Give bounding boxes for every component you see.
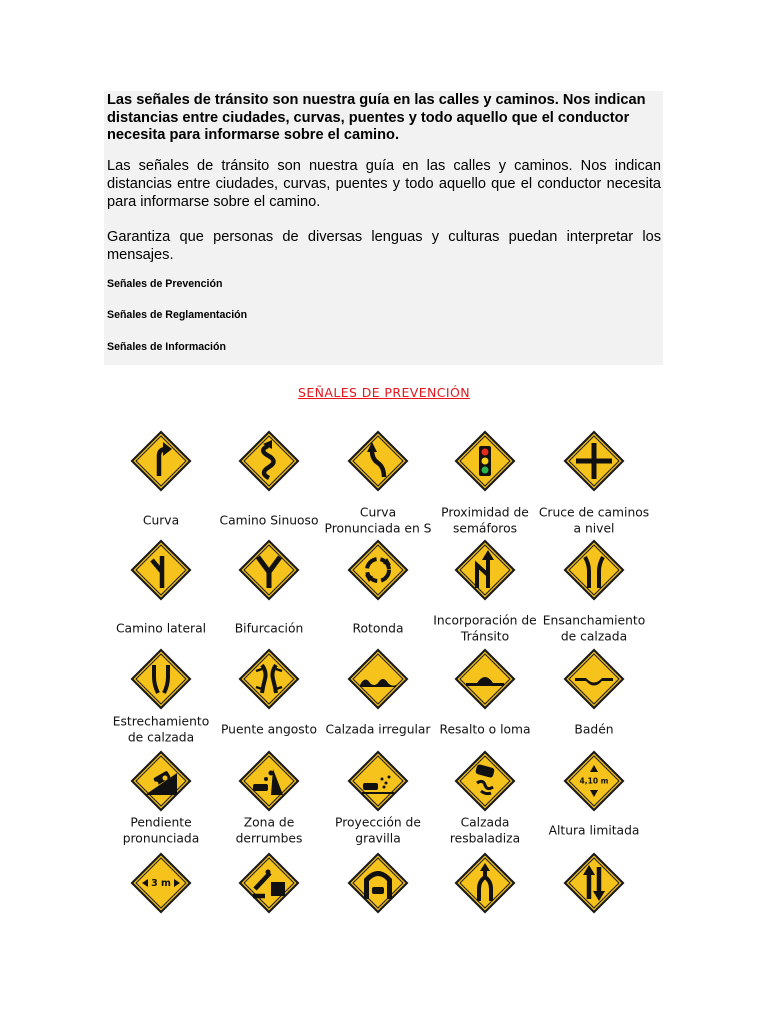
side-road-icon — [129, 538, 193, 602]
sign-caption: Zona de derrumbes — [235, 815, 303, 845]
sign-plate-text: 4,10 m — [579, 776, 609, 786]
sign-caption: Rotonda — [352, 621, 404, 636]
sign-caption: Badén — [574, 722, 614, 737]
link-regulation-signs[interactable]: Señales de Reglamentación — [107, 308, 248, 321]
tunnel-icon — [346, 851, 410, 915]
road-narrows-icon — [129, 647, 193, 711]
slippery-road-icon — [453, 749, 517, 813]
traffic-light-icon — [453, 429, 517, 493]
sign-caption: Estrechamiento de calzada — [112, 714, 210, 744]
winding-road-icon — [237, 429, 301, 493]
sign-caption: Puente angosto — [220, 722, 318, 737]
uneven-road-icon — [346, 647, 410, 711]
sign-caption: Proyección de gravilla — [335, 815, 421, 845]
sign-caption: Calzada resbaladiza — [449, 815, 521, 845]
s-curve-icon — [346, 429, 410, 493]
drawbridge-icon — [237, 851, 301, 915]
sign-caption: Ensanchamiento de calzada — [542, 613, 646, 643]
steep-grade-icon — [129, 749, 193, 813]
speed-bump-icon — [453, 647, 517, 711]
dip-icon — [562, 647, 626, 711]
sign-caption: Curva — [142, 513, 180, 528]
sign-caption: Resalto o loma — [439, 722, 531, 737]
falling-rocks-icon — [237, 749, 301, 813]
narrow-bridge-icon — [237, 647, 301, 711]
fork-road-icon — [237, 538, 301, 602]
lanes-merge-icon — [453, 851, 517, 915]
sign-caption: Curva Pronunciada en S — [324, 505, 432, 535]
sign-plate-text: 3 m — [151, 878, 171, 890]
intro-paragraph: Las señales de tránsito son nuestra guía en las calles y caminos. Nos indican distancias entre ciudades, curvas, puentes y todo aquello que el conductor necesita para informarse sobre el camino. — [107, 157, 661, 210]
link-information-signs[interactable]: Señales de Información — [107, 340, 226, 353]
crossroads-icon — [562, 429, 626, 493]
sign-caption: Pendiente pronunciada — [122, 815, 200, 845]
sign-caption: Cruce de caminos a nivel — [538, 505, 650, 535]
curve-right-icon — [129, 429, 193, 493]
sign-caption: Camino lateral — [115, 621, 207, 636]
width-limit-icon — [129, 851, 193, 915]
sign-caption: Incorporación de Tránsito — [433, 613, 537, 643]
sign-caption: Calzada irregular — [325, 722, 431, 737]
sign-caption: Camino Sinuoso — [219, 513, 319, 528]
sign-caption: Bifurcación — [234, 621, 304, 636]
road-widens-icon — [562, 538, 626, 602]
link-prevention-signs[interactable]: Señales de Prevención — [107, 277, 223, 290]
section-title: SEÑALES DE PREVENCIÓN — [298, 385, 470, 400]
two-way-traffic-icon — [562, 851, 626, 915]
sign-caption: Proximidad de semáforos — [441, 505, 529, 535]
roundabout-icon — [346, 538, 410, 602]
sign-caption: Altura limitada — [548, 823, 640, 838]
intro-box — [104, 91, 663, 365]
intro-title: Las señales de tránsito son nuestra guía en las calles y caminos. Nos indican distancias entre ciudades, curvas, puentes y todo aquello que el conductor necesita para informarse sobre el camino. — [107, 92, 646, 143]
merge-traffic-icon — [453, 538, 517, 602]
height-limit-icon — [562, 749, 626, 813]
loose-gravel-icon — [346, 749, 410, 813]
intro-paragraph: Garantiza que personas de diversas lenguas y culturas puedan interpretar los mensajes. — [107, 228, 661, 263]
